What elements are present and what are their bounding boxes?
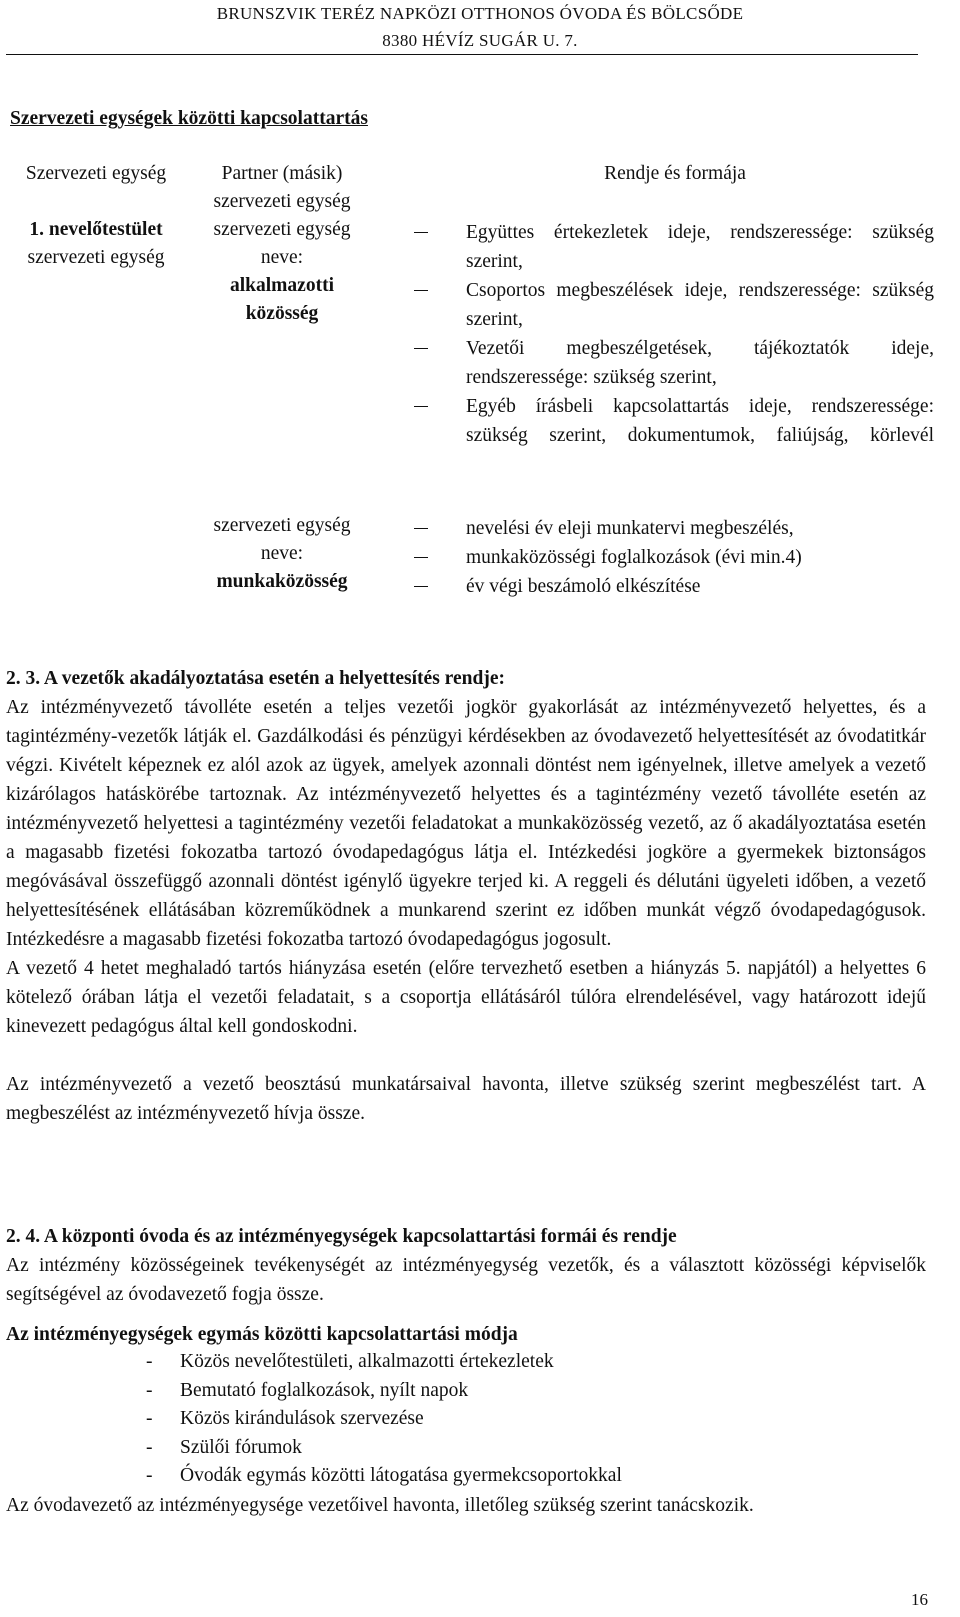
section-2-4	[6, 1222, 926, 1309]
list-item: Vezetői megbeszélgetések, tájékoztatók ideje, rendszeressége: szükség szerint,	[410, 334, 934, 392]
section-2-3-paragraph-3: Az intézményvezető a vezető beosztású munkatársaival havonta, illetve szükség szerint megbeszélést tart. A megbeszélést az intézményvezető hívja össze.	[6, 1074, 926, 1124]
partner-name: alkalmazotti közösség	[230, 275, 334, 324]
unit-name: 1. nevelőtestület	[29, 219, 163, 240]
section-2-3	[6, 664, 926, 1128]
list-item: munkaközösségi foglalkozások (évi min.4)	[410, 543, 934, 572]
partner-prefix: szervezeti egység neve:	[213, 515, 351, 564]
col2-header: Partner (másik) szervezeti egység	[213, 163, 351, 212]
partner-name: munkaközösség	[216, 571, 348, 592]
header-institution-name: BRUNSZVIK TERÉZ NAPKÖZI OTTHONOS ÓVODA ÉS BÖLCSŐDE	[216, 4, 744, 23]
section-2-3-heading: 2. 3. A vezetők akadályoztatása esetén a helyettesítés rendje:	[6, 668, 505, 689]
list-item: - Óvodák egymás közötti látogatása gyermekcsoportokkal	[6, 1462, 926, 1491]
list-item: év végi beszámoló elkészítése	[410, 572, 934, 601]
section-2-3-paragraph-2: A vezető 4 hetet meghaladó tartós hiányzása esetén (előre tervezhető esetben a hiányzás 5. napjától) a helyettes 6 kötelező órában látja el vezetői feladatait, s a csoportja ellátásáról túlóra elrendelésével, vagy határozott idejű kinevezett pedagógus által kell gondoskodni.	[6, 958, 926, 1037]
partner-cell-1	[192, 216, 372, 328]
section-2-4-subheading: Az intézményegységek egymás közötti kapcsolattartási módja	[6, 1324, 518, 1345]
section-2-4-heading: 2. 4. A központi óvoda és az intézményegységek kapcsolattartási formái és rendje	[6, 1226, 677, 1247]
list-item: - Közös kirándulások szervezése	[6, 1405, 926, 1434]
contact-forms-list	[6, 1348, 926, 1491]
header-address: 8380 HÉVÍZ SUGÁR U. 7.	[382, 31, 578, 50]
list-item: Együttes értekezletek ideje, rendszeressége: szükség szerint,	[410, 218, 934, 276]
list-item: nevelési év eleji munkatervi megbeszélés,	[410, 514, 934, 543]
list-item: Egyéb írásbeli kapcsolattartás ideje, rendszeressége: szükség szerint, dokumentumok, faliújság, körlevél	[410, 392, 934, 450]
forms-list-1	[410, 218, 934, 450]
list-item: - Bemutató foglalkozások, nyílt napok	[6, 1377, 926, 1406]
list-item: - Közös nevelőtestületi, alkalmazotti értekezletek	[6, 1348, 926, 1377]
partner-prefix: szervezeti egység neve:	[213, 219, 351, 268]
header-divider	[6, 54, 918, 55]
section-2-4-paragraph-2: Az óvodavezető az intézményegysége vezetőivel havonta, illetőleg szükség szerint tanácskozik.	[6, 1495, 754, 1516]
unit-cell	[6, 216, 186, 272]
col1-header: Szervezeti egység	[25, 163, 167, 184]
list-item: Csoportos megbeszélések ideje, rendszeressége: szükség szerint,	[410, 276, 934, 334]
forms-list-2	[410, 514, 934, 601]
unit-suffix: szervezeti egység	[27, 247, 165, 268]
page-number: 16	[911, 1590, 928, 1609]
page-title: Szervezeti egységek közötti kapcsolattartás	[10, 108, 368, 129]
section-2-3-paragraph-1: Az intézményvezető távolléte esetén a teljes vezetői jogkör gyakorlását az intézményvezető helyettes, és a tagintézmény-vezetők látják el. Gazdálkodási és pénzügyi kérdésekben az óvodavezető helyettesítését az óvodatitkár végzi. Kivételt képeznek ez alól azok az ügyek, amelyek azonnali döntést nem igényelnek, illetve amelyek a vezető kizárólagos hatáskörébe tartoznak. Az intézményvezető helyettes és a tagintézmény vezető távolléte esetén az intézményvezető helyettesi a tagintézmény vezetői feladatokat a munkaközösség vezető, az ő akadályoztatása esetén a magasabb fizetési fokozatba tartozó óvodapedagógus látja el. Intézkedési jogköre a gyermekek biztonságos megóvásával összefüggő azonnali döntést igénylő ügyekre terjed ki. A reggeli és délutáni ügyeleti időben, a vezető helyettesítésének ellátásában közreműködnek a munkarend szerint ez időben munkát végző óvodapedagógusok. Intézkedésre a magasabb fizetési fokozatba tartozó óvodapedagógus jogosult.	[6, 697, 926, 950]
col3-header: Rendje és formája	[604, 163, 746, 184]
list-item: - Szülői fórumok	[6, 1434, 926, 1463]
partner-cell-2	[192, 512, 372, 596]
section-2-4-paragraph-1: Az intézmény közösségeinek tevékenységét az intézményegység vezetők, és a választott közösségi képviselők segítségével az óvodavezető fogja össze.	[6, 1255, 926, 1305]
